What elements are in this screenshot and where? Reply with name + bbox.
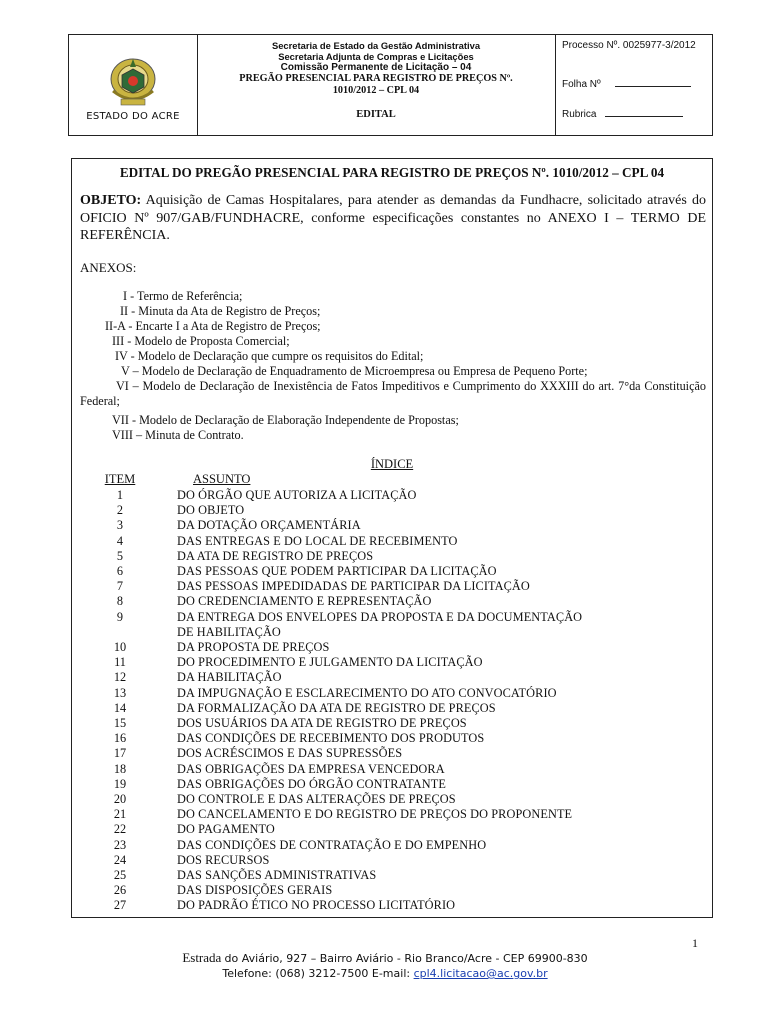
anexo-item: I - Termo de Referência;	[123, 289, 243, 303]
index-item-subject: DA ENTREGA DOS ENVELOPES DA PROPOSTA E DA DOCUMENTAÇÃO	[177, 609, 583, 624]
anexo-item: III - Modelo de Proposta Comercial;	[112, 334, 290, 348]
index-item-number: 6	[116, 564, 124, 578]
index-item-number: 26	[113, 883, 127, 898]
index-item-subject: DA IMPUGNAÇÃO E ESCLARECIMENTO DO ATO CONVOCATÓRIO	[177, 685, 557, 700]
index-item-subject: DO PADRÃO ÉTICO NO PROCESSO LICITATÓRIO	[177, 898, 456, 913]
footer-address	[0, 950, 770, 966]
anexo-item: VII - Modelo de Declaração de Elaboração Independente de Propostas;	[112, 413, 459, 427]
rubrica-blank	[605, 107, 683, 117]
header-secretaria-adjunta: Secretaria Adjunta de Compras e Licitações	[278, 51, 474, 62]
anexo-item: II - Minuta da Ata de Registro de Preços;	[120, 304, 321, 318]
index-item-number: 10	[113, 640, 127, 654]
index-item-subject: DAS OBRIGAÇÕES DA EMPRESA VENCEDORA	[177, 761, 445, 776]
index-item-subject: DA HABILITAÇÃO	[177, 670, 282, 685]
edital-title: EDITAL DO PREGÃO PRESENCIAL PARA REGISTRO DE PREÇOS Nº. 1010/2012 – CPL 04	[119, 165, 665, 180]
state-label: ESTADO DO ACRE	[86, 111, 180, 122]
index-item-number: 15	[113, 716, 127, 730]
index-item-subject: DAS CONDIÇÕES DE CONTRATAÇÃO E DO EMPENHO	[177, 837, 487, 852]
header-pregao: PREGÃO PRESENCIAL PARA REGISTRO DE PREÇOS Nº.	[239, 73, 513, 84]
index-item-subject: DO ÓRGÃO QUE AUTORIZA A LICITAÇÃO	[177, 488, 417, 502]
footer-email-link[interactable]: cpl4.licitacao@ac.gov.br	[413, 967, 548, 980]
objeto-text: Aquisição de Camas Hospitalares, para atender as demandas da Fundhacre, solicitado através do OFICIO Nº 907/GAB/FUNDHACRE, conforme especificações constantes no ANEXO I – TERMO DE REFERÊNCIA.	[80, 193, 706, 243]
index-column-item: ITEM	[104, 472, 136, 486]
index-item-number: 3	[116, 518, 124, 533]
index-item-subject: DA ATA DE REGISTRO DE PREÇOS	[177, 548, 374, 563]
index-item-number: 9	[116, 609, 124, 624]
index-item-subject: DAS PESSOAS QUE PODEM PARTICIPAR DA LICITAÇÃO	[177, 564, 497, 578]
objeto-paragraph	[80, 192, 706, 245]
index-item-subject: DAS SANÇÕES ADMINISTRATIVAS	[177, 868, 377, 882]
header-secretaria: Secretaria de Estado da Gestão Administrativa	[271, 40, 481, 51]
header-pregao-number: 1010/2012 – CPL 04	[332, 84, 420, 96]
process-info-cell	[555, 35, 713, 135]
index-item-number: 14	[113, 700, 127, 715]
index-item-subject: DOS RECURSOS	[177, 852, 270, 867]
index-item-subject-continued: DE HABILITAÇÃO	[177, 624, 281, 639]
index-item-number: 2	[116, 503, 124, 518]
index-item-subject: DO PROCEDIMENTO E JULGAMENTO DA LICITAÇÃO	[177, 655, 483, 670]
index-item-number: 23	[113, 837, 127, 852]
index-item-number: 19	[113, 776, 127, 791]
footer-address-start: Estrada	[182, 950, 222, 965]
index-item-number: 21	[113, 807, 127, 822]
index-item-number: 18	[113, 761, 127, 776]
index-item-number: 27	[113, 898, 127, 913]
index-item-subject: DAS ENTREGAS E DO LOCAL DE RECEBIMENTO	[177, 533, 458, 548]
index-item-number: 8	[116, 594, 124, 609]
acre-coat-of-arms-icon	[108, 53, 158, 111]
folha-blank	[615, 77, 691, 87]
index-item-subject: DA PROPOSTA DE PREÇOS	[177, 640, 330, 654]
folha-label: Folha Nº	[562, 79, 601, 90]
footer-address-rest: do Aviário, 927 – Bairro Aviário - Rio Branco/Acre - CEP 69900-830	[224, 952, 588, 965]
index-item-number: 12	[113, 670, 127, 685]
process-number: Processo Nº. 0025977-3/2012	[562, 40, 696, 51]
index-item-number: 11	[114, 655, 126, 670]
objeto-label: OBJETO:	[80, 193, 142, 208]
edital-body-frame	[71, 158, 713, 918]
index-item-subject: DAS PESSOAS IMPEDIDADAS DE PARTICIPAR DA LICITAÇÃO	[177, 579, 530, 594]
index-item-number: 5	[116, 548, 124, 563]
footer-phone: Telefone: (068) 3212-7500 E-mail:	[222, 967, 411, 980]
index-item-number: 13	[113, 685, 127, 700]
index-item-subject: DOS USUÁRIOS DA ATA DE REGISTRO DE PREÇOS	[177, 716, 467, 730]
anexo-item: VIII – Minuta de Contrato.	[112, 428, 244, 442]
index-item-number: 17	[113, 746, 127, 761]
rubrica-field	[562, 107, 683, 120]
index-column-assunto: ASSUNTO	[193, 472, 251, 486]
indice-heading: ÍNDICE	[370, 457, 414, 471]
index-item-subject: DO OBJETO	[177, 503, 245, 518]
index-item-subject: DAS CONDIÇÕES DE RECEBIMENTO DOS PRODUTOS	[177, 731, 485, 746]
index-item-number: 16	[113, 731, 127, 746]
index-item-number: 7	[116, 579, 124, 594]
state-logo-cell	[69, 35, 198, 135]
index-item-subject: DAS DISPOSIÇÕES GERAIS	[177, 883, 333, 898]
index-item-subject: DA FORMALIZAÇÃO DA ATA DE REGISTRO DE PREÇOS	[177, 700, 496, 715]
index-item-subject: DO CREDENCIAMENTO E REPRESENTAÇÃO	[177, 594, 432, 609]
index-item-subject: DAS OBRIGAÇÕES DO ÓRGÃO CONTRATANTE	[177, 776, 446, 791]
anexo-item: IV - Modelo de Declaração que cumpre os requisitos do Edital;	[115, 349, 424, 363]
index-item-number: 25	[113, 868, 127, 882]
rubrica-label: Rubrica	[562, 109, 597, 120]
header-titles	[197, 40, 555, 96]
document-header	[68, 34, 713, 136]
anexo-item: II-A - Encarte I a Ata de Registro de Preços;	[105, 319, 321, 333]
index-item-subject: DOS ACRÉSCIMOS E DAS SUPRESSÕES	[177, 746, 403, 761]
index-item-number: 4	[116, 533, 124, 548]
index-item-number: 24	[113, 852, 127, 867]
index-item-subject: DO CONTROLE E DAS ALTERAÇÕES DE PREÇOS	[177, 792, 456, 806]
index-item-number: 20	[113, 792, 127, 806]
footer-contact	[0, 967, 770, 980]
index-item-subject: DO CANCELAMENTO E DO REGISTRO DE PREÇOS DO PROPONENTE	[177, 807, 573, 822]
anexo-item: V – Modelo de Declaração de Enquadramento de Microempresa ou Empresa de Pequeno Porte;	[121, 364, 588, 378]
header-edital: EDITAL	[356, 109, 396, 120]
header-comissao: Comissão Permanente de Licitação – 04	[280, 62, 472, 73]
index-item-number: 1	[116, 488, 124, 502]
index-item-subject: DO PAGAMENTO	[177, 822, 275, 837]
folha-field	[562, 77, 691, 90]
index-item-subject: DA DOTAÇÃO ORÇAMENTÁRIA	[177, 518, 361, 533]
anexos-heading: ANEXOS:	[80, 260, 137, 275]
anexo-item: VI – Modelo de Declaração de Inexistência de Fatos Impeditivos e Cumprimento do XXXIII do art. 7°da Constituição Federal;	[80, 379, 706, 409]
index-item-number: 22	[113, 822, 127, 837]
page-number: 1	[692, 936, 698, 950]
